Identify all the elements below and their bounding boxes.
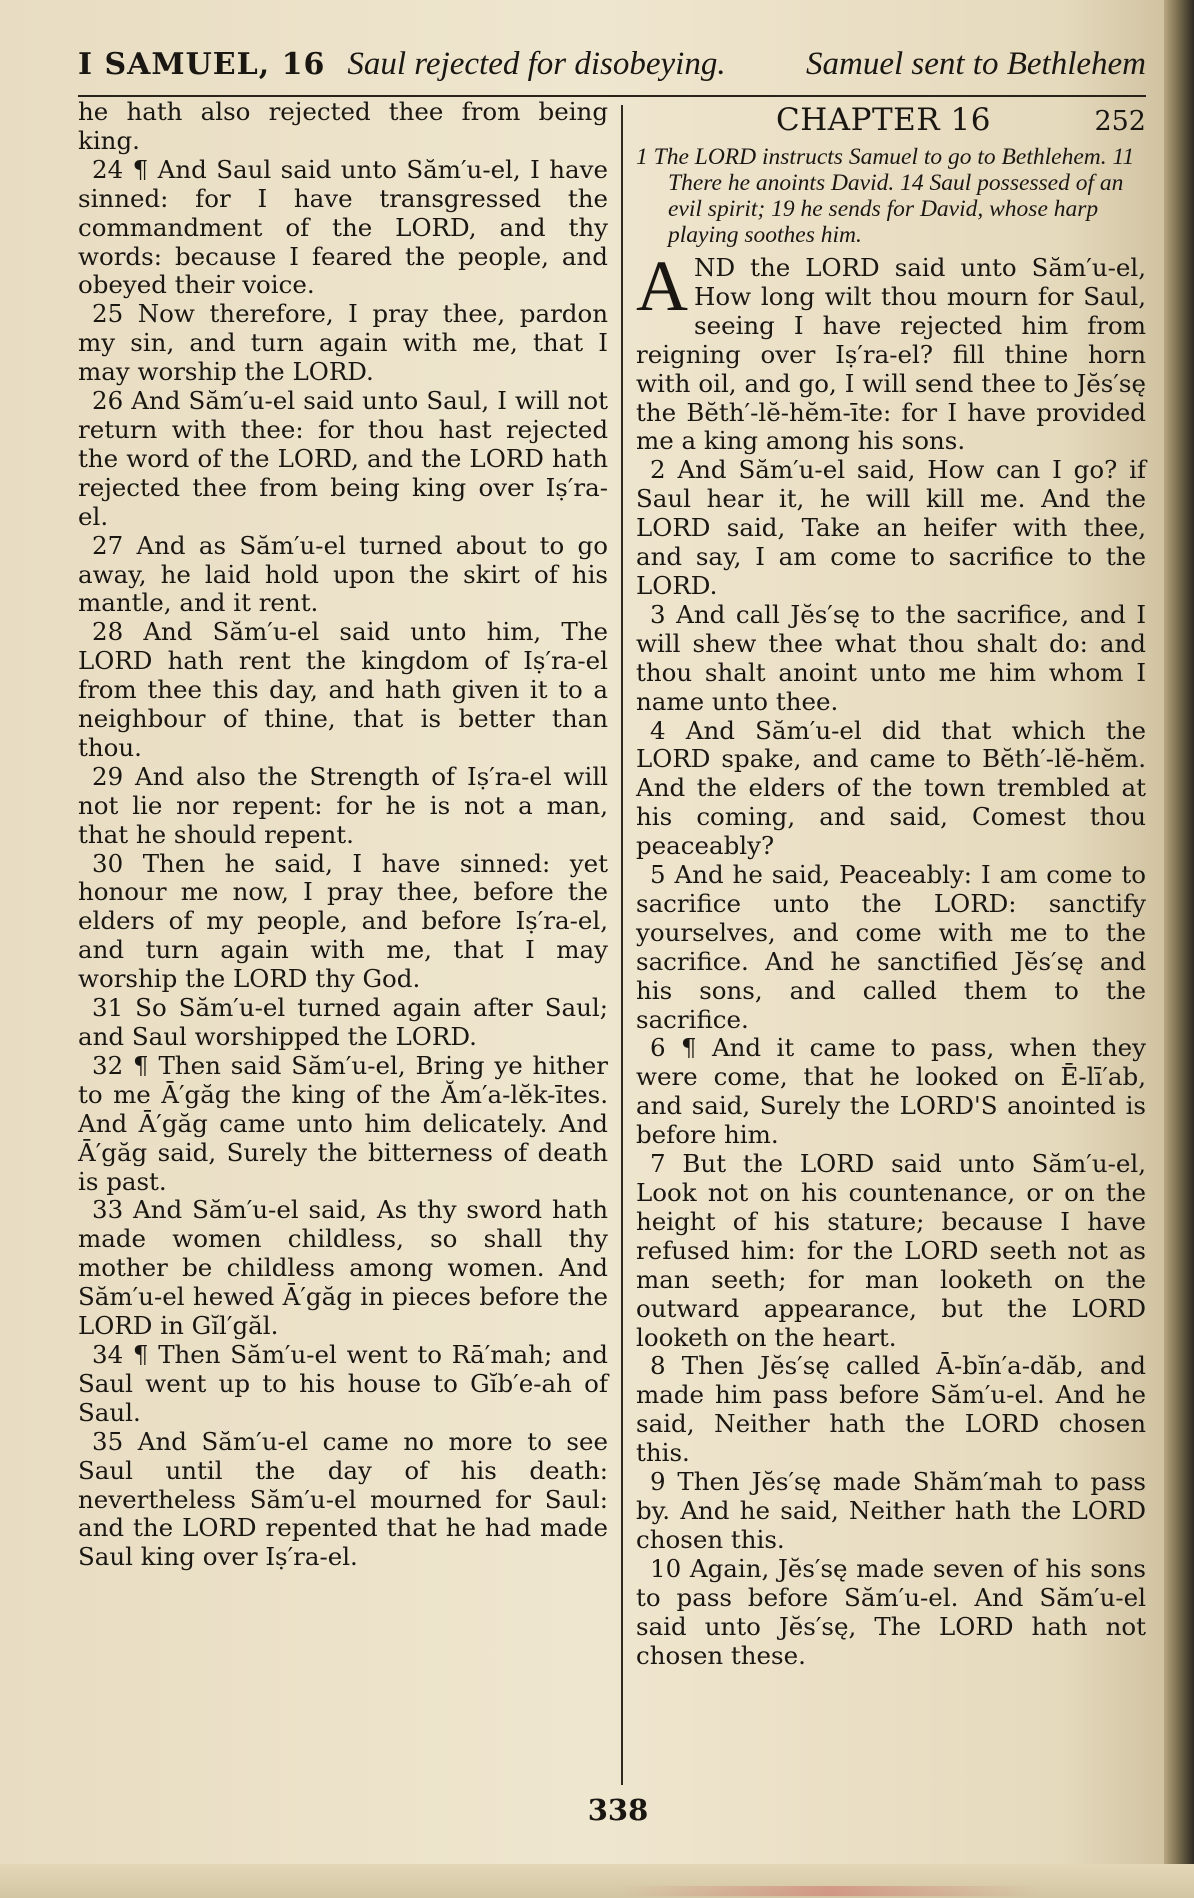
verse-text: 35 And Săm′u-el came no more to see Saul until the day of his death: nevertheless Săm′u-el mourned for Saul: and the LORD repented that he had made Saul king over Iṣ′ra-el. bbox=[78, 1426, 608, 1572]
verse-text: 28 And Săm′u-el said unto him, The LORD hath rent the kingdom of Iṣ′ra-el from thee this day, and hath given it to a neighbour of thine, that is better than thou. bbox=[78, 617, 608, 762]
page-number: 338 bbox=[587, 1793, 649, 1827]
verse-text: 2 And Săm′u-el said, How can I go? if Saul hear it, he will kill me. And the LORD said, Take an heifer with thee, and say, I am come to sacrifice to the LORD. bbox=[636, 455, 1146, 600]
running-head bbox=[78, 46, 1146, 94]
running-head-book: I SAMUEL, 16 bbox=[78, 47, 326, 82]
verse-text: he hath also rejected thee from being king. bbox=[78, 97, 608, 155]
verse-text: 8 Then Jĕs′sę called Ā-bĭn′a-dăb, and made him pass before Săm′u-el. And he said, Neither hath the LORD chosen this. bbox=[636, 1351, 1146, 1468]
chapter-number: 252 bbox=[1094, 106, 1146, 137]
verse-text: 24 ¶ And Saul said unto Săm′u-el, I have sinned: for I have transgressed the commandment of the LORD, and thy words: because I feared the people, and obeyed their voice. bbox=[78, 154, 608, 300]
verse-text: 29 And also the Strength of Iṣ′ra-el will not lie nor repent: for he is not a man, that he should repent. bbox=[78, 761, 608, 849]
page-edge-stain bbox=[620, 1886, 1040, 1896]
verse-text: 27 And as Săm′u-el turned about to go away, he laid hold upon the skirt of his mantle, and it rent. bbox=[78, 530, 608, 618]
chapter-summary: 1 The LORD instructs Samuel to go to Bethlehem. 11 There he anoints David. 14 Saul possessed of an evil spirit; 19 he sends for David, whose harp playing soothes him. bbox=[636, 144, 1135, 248]
drop-cap: A bbox=[636, 246, 688, 326]
running-head-note-left: Saul rejected for disobeying. bbox=[347, 46, 726, 82]
verse-text: 7 But the LORD said unto Săm′u-el, Look not on his countenance, or on the height of his stature; because I have refused him: for the LORD seeth not as man seeth; for man looketh on the outward appearance, but the LORD looketh on the heart. bbox=[636, 1149, 1146, 1352]
verse-text: 5 And he said, Peaceably: I am come to sacrifice unto the LORD: sanctify yourselves, and come with me to the sacrifice. And he sanctified Jĕs′sę and his sons, and called them to the sacrifice. bbox=[636, 860, 1146, 1034]
verse-text: 25 Now therefore, I pray thee, pardon my sin, and turn again with me, that I may worship the LORD. bbox=[78, 299, 608, 387]
first-verse-text: ND the LORD said unto Săm′u-el, How long wilt thou mourn for Saul, seeing I have rejected him from reigning over Iṣ′ra-el? fill thine horn with oil, and go, I will send thee to Jĕs′sę the Bĕth′-lĕ-hĕm-īte: for I have provided me a king among his sons. bbox=[636, 253, 1146, 456]
verse-text: 9 Then Jĕs′sę made Shăm′mah to pass by. And he said, Neither hath the LORD chosen this. bbox=[636, 1467, 1146, 1554]
verse-text: 33 And Săm′u-el said, As thy sword hath made women childless, so shall thy mother be childless among women. And Săm′u-el hewed Ā′găg in pieces before the LORD in Gĭl′găl. bbox=[78, 1195, 608, 1341]
verse-text: 6 ¶ And it came to pass, when they were come, that he looked on Ē-lī′ab, and said, Surely the LORD'S anointed is before him. bbox=[636, 1033, 1146, 1150]
verse-text: 3 And call Jĕs′sę to the sacrifice, and I will shew thee what thou shalt do: and thou shalt anoint unto me him whom I name unto thee. bbox=[636, 599, 1146, 716]
chapter-first-verse bbox=[636, 246, 1146, 456]
verse-text: 30 Then he said, I have sinned: yet honour me now, I pray thee, before the elders of my people, and before Iṣ′ra-el, and turn again with me, that I may worship the LORD thy God. bbox=[78, 848, 608, 994]
left-column bbox=[78, 98, 608, 1572]
verse-text: 34 ¶ Then Săm′u-el went to Rā′mah; and Saul went up to his house to Gĭb′e-ah of Saul. bbox=[78, 1339, 608, 1427]
chapter-heading bbox=[636, 102, 1146, 140]
right-column bbox=[636, 98, 1146, 1670]
verse-text: 26 And Săm′u-el said unto Saul, I will not return with thee: for thou hast rejected the word of the LORD, and the LORD hath rejected thee from being king over Iṣ′ra-el. bbox=[78, 386, 608, 531]
verse-text: 10 Again, Jĕs′sę made seven of his sons to pass before Săm′u-el. And Săm′u-el said unto Jĕs′sę, The LORD hath not chosen these. bbox=[636, 1553, 1146, 1670]
column-divider bbox=[621, 105, 623, 1785]
running-head-note-right: Samuel sent to Bethlehem bbox=[806, 46, 1146, 82]
verse-text: 4 And Săm′u-el did that which the LORD spake, and came to Bĕth′-lĕ-hĕm. And the elders of the town trembled at his coming, and said, Comest thou peaceably? bbox=[636, 715, 1146, 861]
chapter-title: CHAPTER 16 bbox=[776, 102, 991, 138]
book-spine-shadow bbox=[1164, 0, 1194, 1898]
verse-text: 32 ¶ Then said Săm′u-el, Bring ye hither to me Ā′găg the king of the Ăm′a-lĕk-ītes. And Ā′găg came unto him delicately. And Ā′găg said, Surely the bitterness of death is past. bbox=[78, 1050, 608, 1196]
verse-text: 31 So Săm′u-el turned again after Saul; and Saul worshipped the LORD. bbox=[78, 993, 608, 1051]
